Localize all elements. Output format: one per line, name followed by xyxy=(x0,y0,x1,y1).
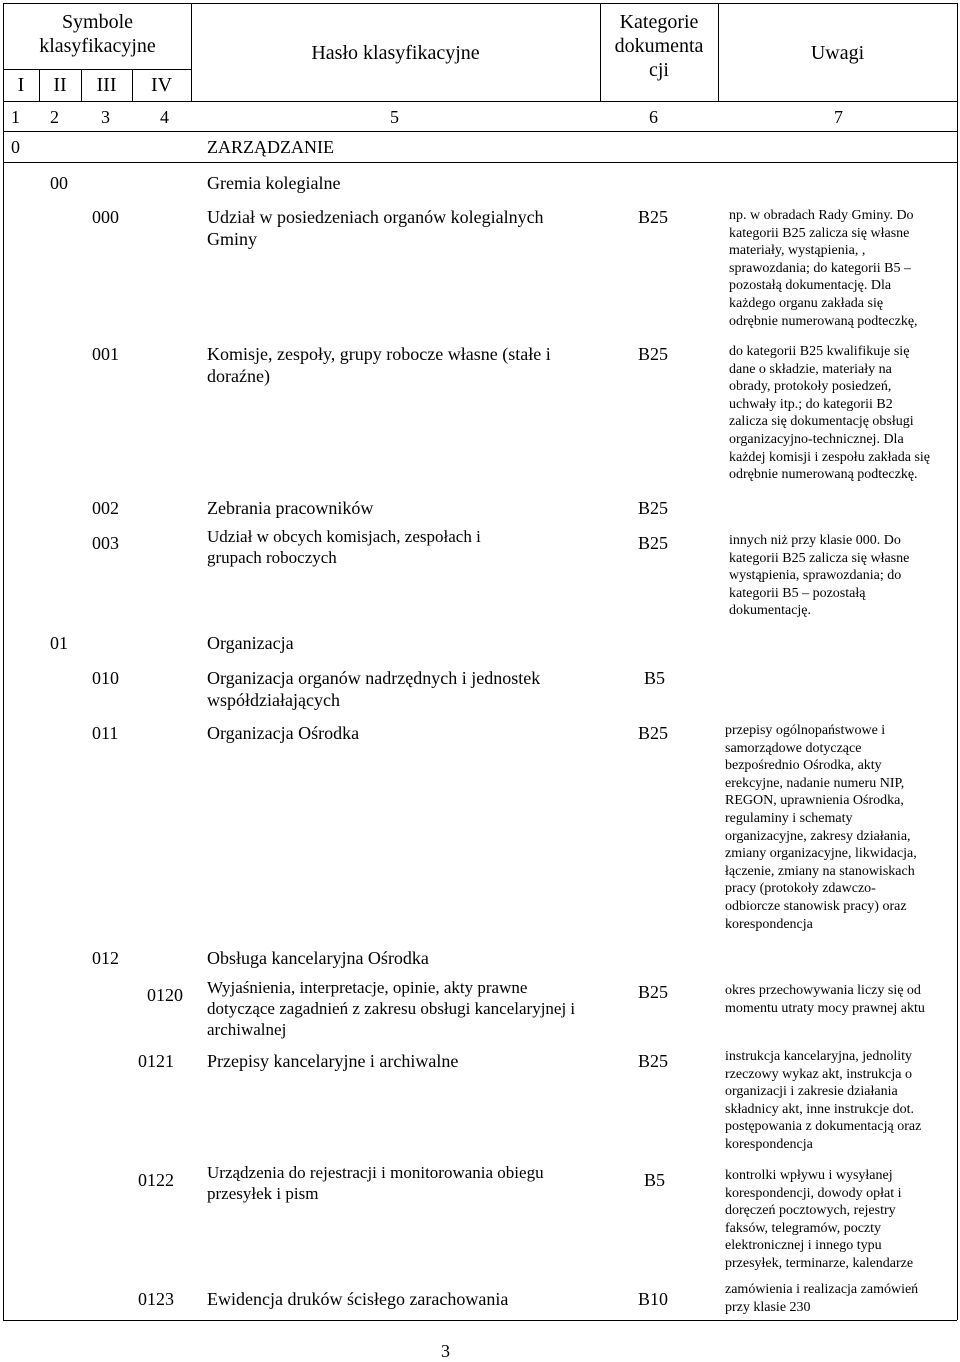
remarks-011: przepisy ogólnopaństwowe i samorządowe dotyczące bezpośrednio Ośrodka, akty erekcyjne, nadanie numeru NIP, REGON, uprawnienia Ośrodka, regulaminy i schematy organizacyjne, zakresy działania, zmiany organizacyjne, likwidacja, łączenie, zmiany na stanowiskach pracy (protokoły zdawczo- odbiorcze stanowisk pracy) oraz korespondencja xyxy=(725,723,917,932)
header-bottom-line xyxy=(3,101,957,102)
col-number-7: 7 xyxy=(834,107,843,127)
level-i-header: I xyxy=(17,74,25,96)
title-003: Udział w obcych komisjach, zespołach i grupach roboczych xyxy=(207,527,481,567)
remarks-001: do kategorii B25 kwalifikuje się dane o składzie, materiały na obrady, protokoły posiedzeń, uchwały itp.; do kategorii B2 zalicza się dokumentację obsługi organizacyjno-technicznej. Dla każdej komisji i zespołu zakłada się odrębnie numerowaną podteczkę. xyxy=(729,344,930,483)
table-top-border xyxy=(3,3,957,4)
category-000: B25 xyxy=(638,207,669,227)
category-003: B25 xyxy=(638,533,669,553)
remarks-0120: okres przechowywania liczy się od momentu utraty mocy prawnej aktu xyxy=(725,983,925,1016)
page-number: 3 xyxy=(441,1341,450,1361)
password-header: Hasło klasyfikacyjne xyxy=(311,42,480,64)
code-000: 000 xyxy=(92,207,119,227)
table-left-border xyxy=(3,3,4,1320)
title-012: Obsługa kancelaryjna Ośrodka xyxy=(207,948,429,968)
col-number-5: 5 xyxy=(390,107,399,127)
category-001: B25 xyxy=(638,344,669,364)
numbers-row-bottom-line xyxy=(3,131,957,132)
code-01: 01 xyxy=(50,633,68,653)
title-011: Organizacja Ośrodka xyxy=(207,723,360,743)
category-011: B25 xyxy=(638,723,669,743)
remarks-0122: kontrolki wpływu i wysyłanej korespondencji, dowody opłat i doręczeń pocztowych, rejestry faksów, telegramów, poczty elektronicznej i innego typu przesyłek, terminarze, kalendarze xyxy=(725,1168,914,1271)
category-0123: B10 xyxy=(638,1289,669,1309)
level-iii-header: III xyxy=(96,74,117,96)
category-header: Kategorie dokumenta cji xyxy=(614,11,704,81)
title-001: Komisje, zespoły, grupy robocze własne (stałe i doraźne) xyxy=(207,344,551,386)
title-0120: Wyjaśnienia, interpretacje, opinie, akty prawne dotyczące zagadnień z zakresu obsługi kancelaryjnej i archiwalnej xyxy=(207,978,576,1039)
title-zarzadzanie: ZARZĄDZANIE xyxy=(207,137,334,157)
remarks-0123: zamówienia i realizacja zamówień przy klasie 230 xyxy=(725,1282,919,1315)
code-012: 012 xyxy=(92,948,119,968)
code-00: 00 xyxy=(50,173,68,193)
code-0122: 0122 xyxy=(138,1170,174,1190)
table-bottom-border xyxy=(3,1320,957,1321)
col-number-2: 2 xyxy=(50,107,59,127)
level-row-top-line xyxy=(3,69,191,70)
title-organizacja: Organizacja xyxy=(207,633,294,653)
code-003: 003 xyxy=(92,533,119,553)
remarks-000: np. w obradach Rady Gminy. Do kategorii B25 zalicza się własne materiały, wystąpienia, , sprawozdania; do kategorii B5 – pozostałą dokumentację. Dla każdego organu zakłada się odrębnie numerowaną podteczkę, xyxy=(729,208,918,329)
category-0122: B5 xyxy=(644,1170,666,1190)
level-iv-header: IV xyxy=(150,74,173,96)
code-0123: 0123 xyxy=(138,1289,174,1309)
category-002: B25 xyxy=(638,498,669,518)
title-0122: Urządzenia do rejestracji i monitorowania obiegu przesyłek i pism xyxy=(207,1163,544,1203)
code-0120: 0120 xyxy=(147,985,183,1005)
category-010: B5 xyxy=(644,668,666,688)
code-0: 0 xyxy=(11,137,20,157)
col-number-1: 1 xyxy=(11,107,20,127)
symbols-header: Symbole klasyfikacyjne xyxy=(39,11,156,57)
remarks-003: innych niż przy klasie 000. Do kategorii B25 zalicza się własne wystąpienia, sprawozdania; do kategorii B5 – pozostałą dokumentację. xyxy=(729,533,910,619)
title-002: Zebrania pracowników xyxy=(207,498,374,518)
table-right-border xyxy=(957,3,958,1320)
title-010: Organizacja organów nadrzędnych i jednostek współdziałających xyxy=(207,668,541,710)
code-001: 001 xyxy=(92,344,119,364)
code-0121: 0121 xyxy=(138,1051,174,1071)
code-011: 011 xyxy=(92,723,119,743)
col-number-4: 4 xyxy=(160,107,169,127)
title-000: Udział w posiedzeniach organów kolegialnych Gminy xyxy=(207,207,544,249)
remarks-0121: instrukcja kancelaryjna, jednolity rzeczowy wykaz akt, instrukcja o organizacji i zakresie działania składnicy akt, inne instrukcje dot. postępowania z dokumentacją oraz korespondencja xyxy=(725,1049,922,1152)
col-divider-password xyxy=(600,3,601,101)
category-0121: B25 xyxy=(638,1051,669,1071)
category-0120: B25 xyxy=(638,982,669,1002)
level-ii-header: II xyxy=(53,74,67,96)
title-0123: Ewidencja druków ścisłego zarachowania xyxy=(207,1289,509,1309)
title-gremia-kolegialne: Gremia kolegialne xyxy=(207,173,341,193)
col-number-6: 6 xyxy=(649,107,658,127)
code-010: 010 xyxy=(92,668,119,688)
zarzadzanie-row-bottom-line xyxy=(3,162,957,163)
code-002: 002 xyxy=(92,498,119,518)
remarks-header: Uwagi xyxy=(810,42,865,64)
col-number-3: 3 xyxy=(101,107,110,127)
title-0121: Przepisy kancelaryjne i archiwalne xyxy=(207,1051,459,1071)
